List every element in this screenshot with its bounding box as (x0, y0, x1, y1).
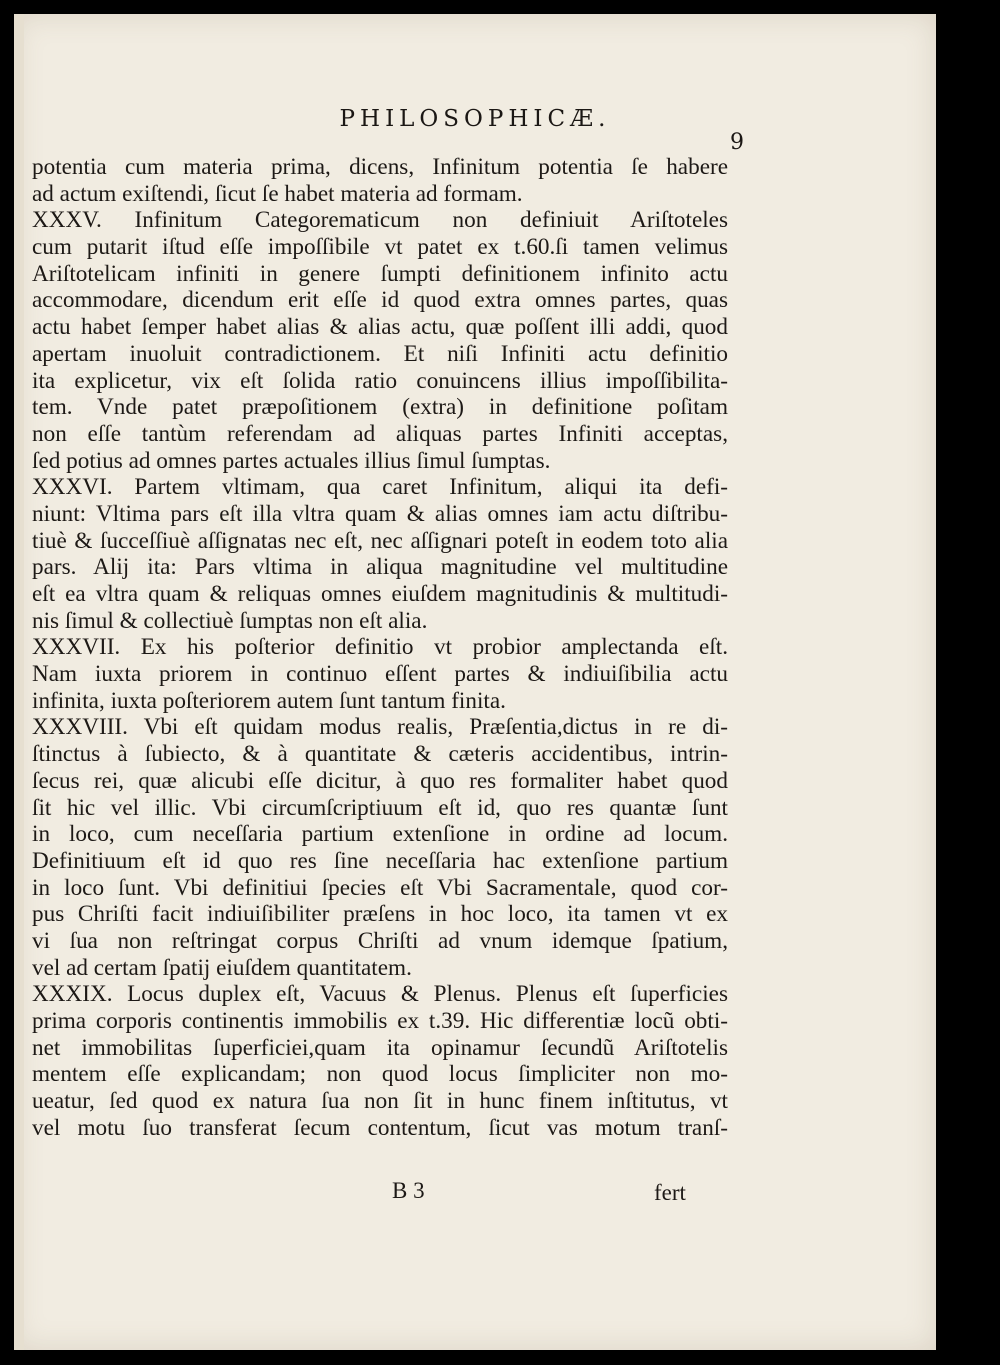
text-line: eſt ea vltra quam & reliquas omnes eiuſdem magnitudinis & multitudi- (32, 581, 728, 607)
text-line: pars. Alij ita: Pars vltima in aliqua magnitudine vel multitudine (32, 554, 728, 581)
text-line: XXXIX. Locus duplex eſt, Vacuus & Plenus. Plenus eſt ſuperficies (32, 981, 728, 1008)
text-line: vel ad certam ſpatij eiuſdem quantitatem. (32, 954, 412, 981)
text-line: XXXVII. Ex his poſterior definitio vt probior amplectanda eſt. (32, 634, 728, 661)
text-line: apertam inuoluit contradictionem. Et niſi Infiniti actu definitio (32, 340, 728, 367)
text-line: mentem eſſe explicandam; non quod locus ſimpliciter non mo- (32, 1061, 728, 1088)
text-line: ad actum exiſtendi, ſicut ſe habet materia ad formam. (32, 180, 523, 207)
book-page (14, 14, 936, 1350)
running-title: PHILOSOPHICÆ. (339, 106, 611, 132)
text-line: XXXV. Infinitum Categorematicum non definiuit Ariſtoteles (32, 207, 728, 234)
text-line: tem. Vnde patet præpoſitionem (extra) in definitione poſitam (32, 394, 728, 421)
text-line: ſed potius ad omnes partes actuales illius ſimul ſumptas. (32, 447, 551, 474)
text-line: XXXVIII. Vbi eſt quidam modus realis, Præſentia,dictus in re di- (32, 714, 728, 741)
text-line: accommodare, dicendum erit eſſe id quod extra omnes partes, quas (32, 287, 728, 314)
text-line: ſit hic vel illic. Vbi circumſcriptiuum eſt id, quo res quantæ ſunt (32, 794, 728, 821)
text-line: vi ſua non reſtringat corpus Chriſti ad vnum idemque ſpatium, (32, 927, 728, 954)
text-line: in loco, cum neceſſaria partium extenſione in ordine ad locum. (32, 821, 728, 848)
text-line: prima corporis continentis immobilis ex t.39. Hic differentiæ locũ obti- (32, 1008, 728, 1034)
signature-mark: B 3 (392, 1178, 425, 1203)
text-line: ſecus rei, quæ alicubi eſſe dicitur, à quo res formaliter habet quod (32, 767, 728, 794)
text-line: Ariſtotelicam infiniti in genere ſumpti definitionem infinito actu (32, 260, 728, 287)
text-line: potentia cum materia prima, dicens, Infinitum potentia ſe habere (32, 154, 728, 180)
text-line: niunt: Vltima pars eſt illa vltra quam & alias omnes iam actu diſtribu- (32, 500, 728, 527)
text-line: XXXVI. Partem vltimam, qua caret Infinitum, aliqui ita defi- (32, 474, 728, 501)
text-line: Definitiuum eſt id quo res ſine neceſſaria hac extenſione partium (32, 847, 728, 874)
text-line: nis ſimul & collectiuè ſumptas non eſt alia. (32, 607, 428, 634)
text-line: in loco ſunt. Vbi definitiui ſpecies eſt Vbi Sacramentale, quod cor- (32, 874, 728, 901)
page-gutter-edge (14, 14, 24, 1350)
page-number: 9 (730, 130, 744, 155)
text-line: net immobilitas ſuperficiei,quam ita opinamur ſecundũ Ariſtotelis (32, 1034, 728, 1061)
text-line: Nam iuxta priorem in continuo eſſent partes & indiuiſibilia actu (32, 661, 728, 688)
text-line: ita explicetur, vix eſt ſolida ratio conuincens illius impoſſibilita- (32, 367, 728, 394)
text-line: ſtinctus à ſubiecto, & à quantitate & cæteris accidentibus, intrin- (32, 741, 728, 768)
text-line: infinita, iuxta poſteriorem autem ſunt tantum finita. (32, 687, 506, 714)
text-line: tiuè & ſucceſſiuè aſſignatas nec eſt, nec aſſignari poteſt in eodem toto alia (32, 527, 728, 554)
text-line: pus Chriſti facit indiuiſibiliter præſens in hoc loco, ita tamen vt ex (32, 901, 728, 928)
text-line: ueatur, ſed quod ex natura ſua non ſit in hunc finem inſtitutus, vt (32, 1088, 728, 1115)
text-line: non eſſe tantùm referendam ad aliquas partes Infiniti acceptas, (32, 420, 728, 447)
text-line: vel motu ſuo transferat ſecum contentum, ſicut vas motum tranſ- (32, 1114, 728, 1141)
text-line: actu habet ſemper habet alias & alias actu, quæ poſſent illi addi, quod (32, 314, 728, 341)
catchword: fert (654, 1180, 686, 1205)
text-line: cum putarit iſtud eſſe impoſſibile vt patet ex t.60.ſi tamen velimus (32, 234, 728, 261)
body-text (32, 154, 728, 1141)
